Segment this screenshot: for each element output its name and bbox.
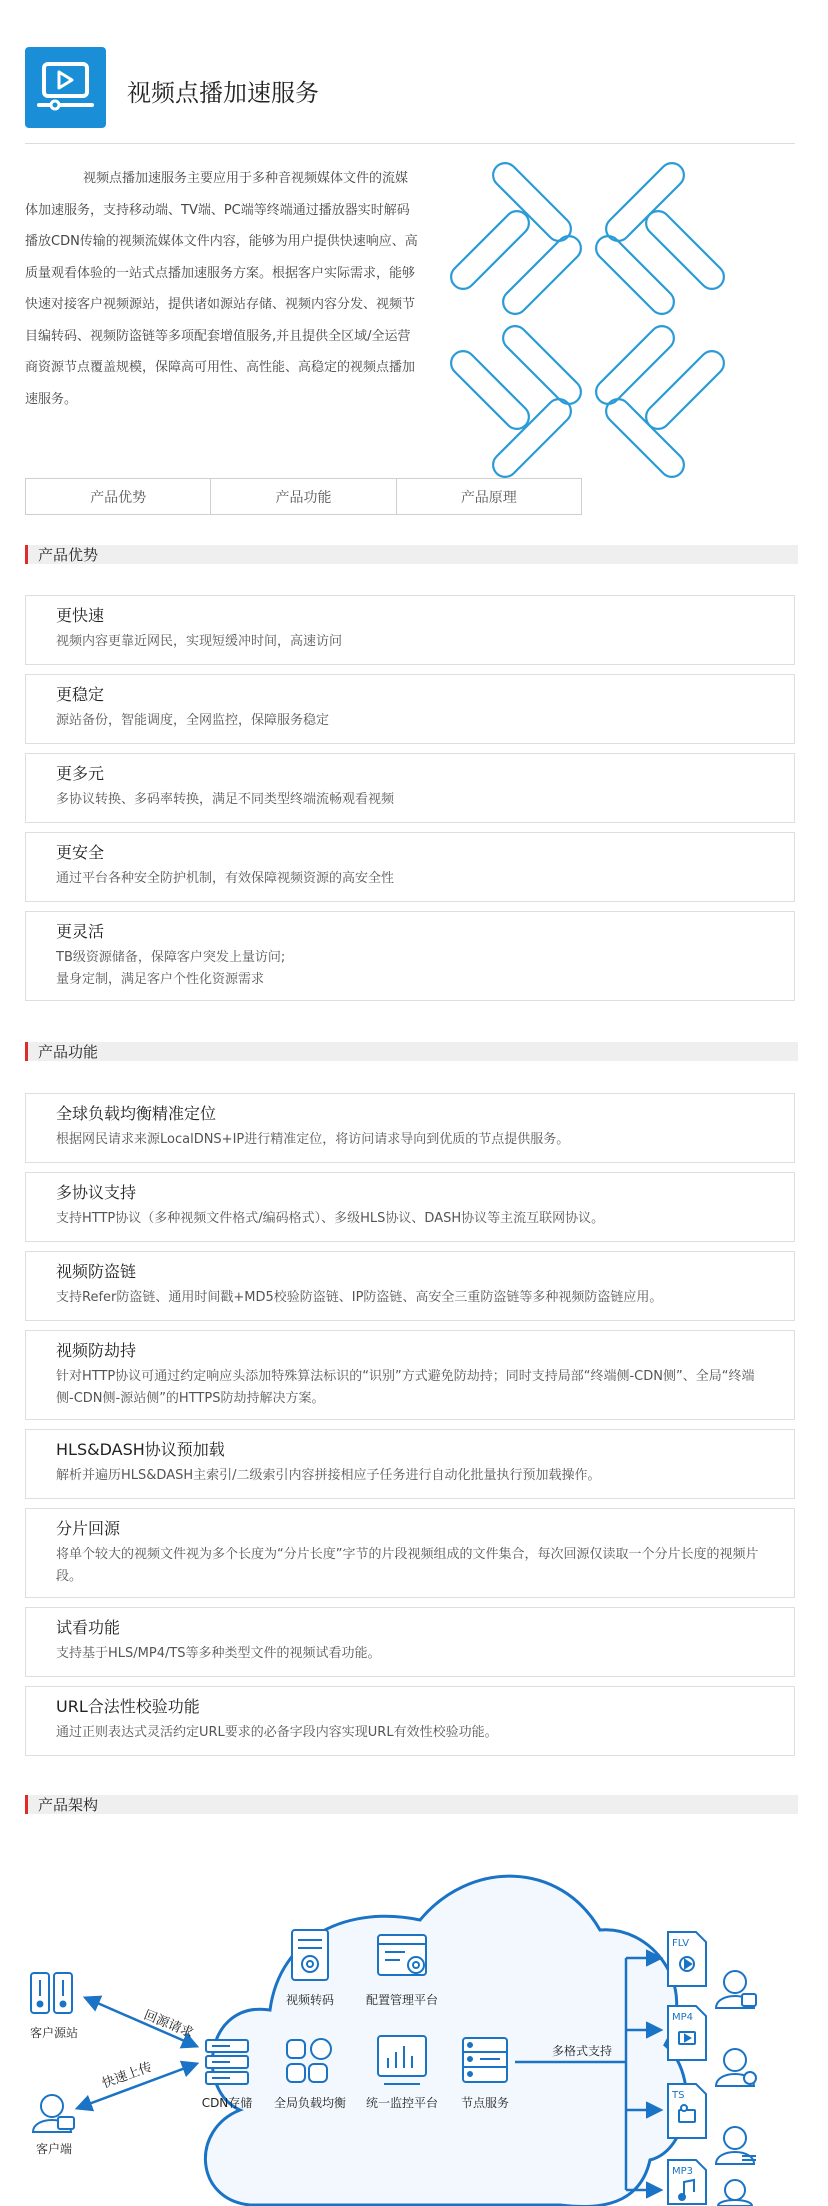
card-desc: 针对HTTP协议可通过约定响应头添加特殊算法标识的“识别”方式避免防劫持；同时支持局部“终端侧-CDN侧”、全局“终端侧-CDN侧-源站侧”的HTTPS防劫持解决方案。: [56, 1369, 755, 1406]
card-title: 更安全: [56, 843, 105, 862]
module-label: 配置管理平台: [365, 1993, 439, 2007]
page-header: [25, 45, 795, 144]
card-desc: [56, 947, 769, 991]
module-label: CDN存储: [201, 2096, 253, 2110]
card-desc: 支持基于HLS/MP4/TS等多种类型文件的视频试看功能。: [56, 1646, 381, 1661]
section-title: 产品功能: [38, 1043, 99, 1061]
feature-card: [25, 1330, 795, 1420]
feature-card: [25, 1607, 795, 1677]
section-title: 产品优势: [38, 546, 99, 564]
monitor-platform-icon: [378, 2036, 426, 2084]
feature-card: [25, 1508, 795, 1598]
user-icon: [716, 2049, 756, 2086]
tab-advantages[interactable]: 产品优势: [26, 479, 211, 514]
card-title: 分片回源: [56, 1519, 121, 1538]
section-header-features: [25, 1042, 798, 1061]
card-title: 多协议支持: [56, 1183, 137, 1202]
module-label: 全局负载均衡: [273, 2096, 347, 2110]
format-label: TS: [672, 2090, 685, 2101]
card-title: 更灵活: [56, 922, 105, 941]
intro-paragraph: 视频点播加速服务主要应用于多种音视频媒体文件的流媒体加速服务，支持移动端、TV端、PC端等终端通过播放器实时解码播放CDN传输的视频流媒体文件内容，能够为用户提供快速响应、高质量观看体验的一站式点播加速服务方案。根据客户实际需求，能够快速对接客户视频源站，提供诸如源站存储、视频内容分发、视频节目编转码、视频防盗链等多项配套增值服务,并且提供全区域/全运营商资源节点覆盖规模，保障高可用性、高性能、高稳定的视频点播加速服务。: [25, 171, 418, 407]
transcode-icon: [292, 1930, 328, 1980]
user-icon: [718, 2180, 752, 2206]
video-play-icon: [25, 47, 106, 128]
advantage-card: [25, 911, 795, 1001]
card-title: 全球负载均衡精准定位: [56, 1104, 217, 1123]
feature-card: [25, 1251, 795, 1321]
card-desc: 视频内容更靠近网民，实现短缓冲时间，高速访问: [56, 634, 343, 649]
advantage-card: [25, 832, 795, 902]
user-icon: [716, 2127, 756, 2164]
feature-card: [25, 1093, 795, 1163]
architecture-diagram: [0, 1840, 828, 2206]
card-title: URL合法性校验功能: [56, 1697, 200, 1716]
card-desc: 通过正则表达式灵活约定URL要求的必备字段内容实现URL有效性校验功能。: [56, 1725, 498, 1740]
feature-card: [25, 1429, 795, 1499]
page-title: 视频点播加速服务: [127, 79, 319, 107]
module-label: 视频转码: [285, 1993, 335, 2007]
advantage-card: [25, 674, 795, 744]
multi-format-label: 多格式支持: [552, 2044, 613, 2058]
card-title: 更快速: [56, 606, 105, 625]
cloud-shape: [205, 1876, 686, 2206]
advantage-card: [25, 753, 795, 823]
card-desc: 通过平台各种安全防护机制，有效保障视频资源的高安全性: [56, 871, 395, 886]
module-label: 节点服务: [460, 2096, 510, 2110]
card-desc: 根据网民请求来源LocalDNS+IP进行精准定位，将访问请求导向到优质的节点提供服务。: [56, 1132, 570, 1147]
feature-card: [25, 1686, 795, 1756]
card-title: 更多元: [56, 764, 105, 783]
cdn-storage-icon: [206, 2040, 248, 2084]
card-desc-line: TB级资源储备，保障客户突发上量访问;: [56, 950, 286, 965]
format-label: MP3: [672, 2166, 694, 2177]
card-desc: 解析并遍历HLS&DASH主索引/二级索引内容拼接相应子任务进行自动化批量执行预加载操作。: [56, 1468, 601, 1483]
decorative-pattern: [430, 160, 745, 480]
user-icon: [716, 1971, 756, 2008]
card-title: 试看功能: [56, 1618, 121, 1637]
feature-card: [25, 1172, 795, 1242]
card-desc-line: 量身定制，满足客户个性化资源需求: [56, 972, 265, 987]
card-desc: 将单个较大的视频文件视为多个长度为“分片长度”字节的片段视频组成的文件集合，每次回源仅读取一个分片长度的视频片段。: [56, 1547, 759, 1584]
fast-upload-label: 快速上传: [100, 2059, 155, 2092]
section-header-advantages: [25, 545, 798, 564]
server-icon: [31, 1973, 72, 2013]
card-title: HLS&DASH协议预加载: [56, 1440, 225, 1459]
tab-features[interactable]: 产品功能: [211, 479, 396, 514]
back-to-source-label: 回源请求: [141, 2007, 196, 2042]
section-title: 产品架构: [38, 1796, 99, 1814]
card-title: 更稳定: [56, 685, 105, 704]
module-label: 统一监控平台: [365, 2096, 439, 2110]
user-icon: [33, 2095, 74, 2132]
advantage-card: [25, 595, 795, 665]
card-desc: 多协议转换、多码率转换，满足不同类型终端流畅观看视频: [56, 792, 395, 807]
format-label: MP4: [672, 2012, 694, 2023]
config-platform-icon: [378, 1935, 426, 1975]
source-label: 客户源站: [29, 2026, 79, 2040]
card-title: 视频防劫持: [56, 1341, 137, 1360]
card-desc: 支持HTTP协议（多种视频文件格式/编码格式）、多级HLS协议、DASH协议等主流互联网协议。: [56, 1211, 605, 1226]
node-service-icon: [463, 2038, 507, 2082]
tab-principle[interactable]: 产品原理: [460, 489, 517, 506]
card-desc: 支持Refer防盗链、通用时间戳+MD5校验防盗链、IP防盗链、高安全三重防盗链等多种视频防盗链应用。: [56, 1290, 663, 1305]
card-title: 视频防盗链: [56, 1262, 137, 1281]
client-label: 客户端: [35, 2142, 73, 2156]
card-desc: 源站备份，智能调度，全网监控，保障服务稳定: [56, 713, 330, 728]
format-label: FLV: [672, 1938, 690, 1949]
tab-bar: [25, 478, 582, 515]
section-header-architecture: [25, 1795, 798, 1814]
